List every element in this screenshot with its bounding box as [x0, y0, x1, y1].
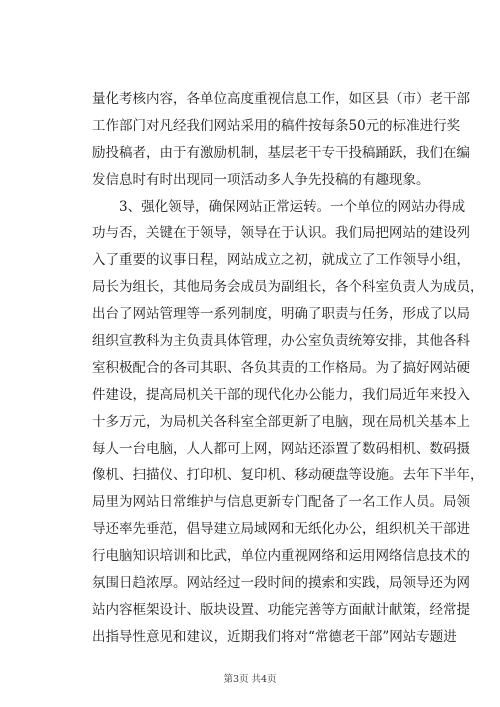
text-line: 行电脑知识培训和比武，单位内重视网络和运用网络信息技术的	[92, 548, 470, 565]
text-line: 像机、扫描仪、打印机、复印机、移动硬盘等设施。去年下半年，	[92, 467, 484, 484]
page-number-footer: 第3页 共4页	[223, 674, 277, 685]
text-line: 十多万元，为局机关各科室全部更新了电脑，现在局机关基本上	[92, 413, 470, 430]
text-line: 站内容框架设计、版块设置、功能完善等方面献计献策，经常提	[92, 601, 470, 618]
body-text	[92, 86, 484, 651]
text-line: 局长为组长，其他局务会成员为副组长，各个科室负责人为成员，	[92, 279, 484, 296]
text-line: 量化考核内容，各单位高度重视信息工作，如区县（市）老干部	[92, 91, 470, 107]
text-line: 室积极配合的各司其职、各负其责的工作格局。为了搞好网站硬	[92, 359, 470, 376]
text-line: 出台了网站管理等一系列制度，明确了职责与任务，形成了以局	[92, 306, 470, 323]
text-line: 3、强化领导，确保网站正常运转。一个单位的网站办得成	[119, 198, 466, 215]
text-line: 每人一台电脑，人人都可上网，网站还添置了数码相机、数码摄	[92, 440, 470, 457]
text-line: 工作部门对凡经我们网站采用的稿件按每条50元的标准进行奖	[92, 117, 461, 134]
text-line: 出指导性意见和建议，近期我们将对“常德老干部”网站专题进	[92, 628, 457, 645]
text-line: 励投稿者，由于有激励机制，基层老干专干投稿踊跃，我们在编	[92, 144, 470, 161]
text-line: 件建设，提高局机关干部的现代化办公能力，我们局近年来投入	[92, 386, 470, 403]
text-line: 发信息时有时出现同一项活动多人争先投稿的有趣现象。	[92, 171, 430, 188]
text-line: 局里为网站日常维护与信息更新专门配备了一名工作人员。局领	[92, 494, 470, 511]
text-line: 氛围日趋浓厚。网站经过一段时间的摸索和实践，局领导还为网	[92, 575, 470, 592]
text-line: 组织宣教科为主负责具体管理，办公室负责统筹安排，其他各科	[92, 333, 470, 350]
text-line: 导还率先垂范，倡导建立局域网和无纸化办公，组织机关干部进	[92, 521, 470, 538]
text-line: 入了重要的议事日程，网站成立之初，就成立了工作领导小组，	[92, 252, 470, 269]
text-line: 功与否，关键在于领导，领导在于认识。我们局把网站的建设列	[92, 225, 470, 242]
